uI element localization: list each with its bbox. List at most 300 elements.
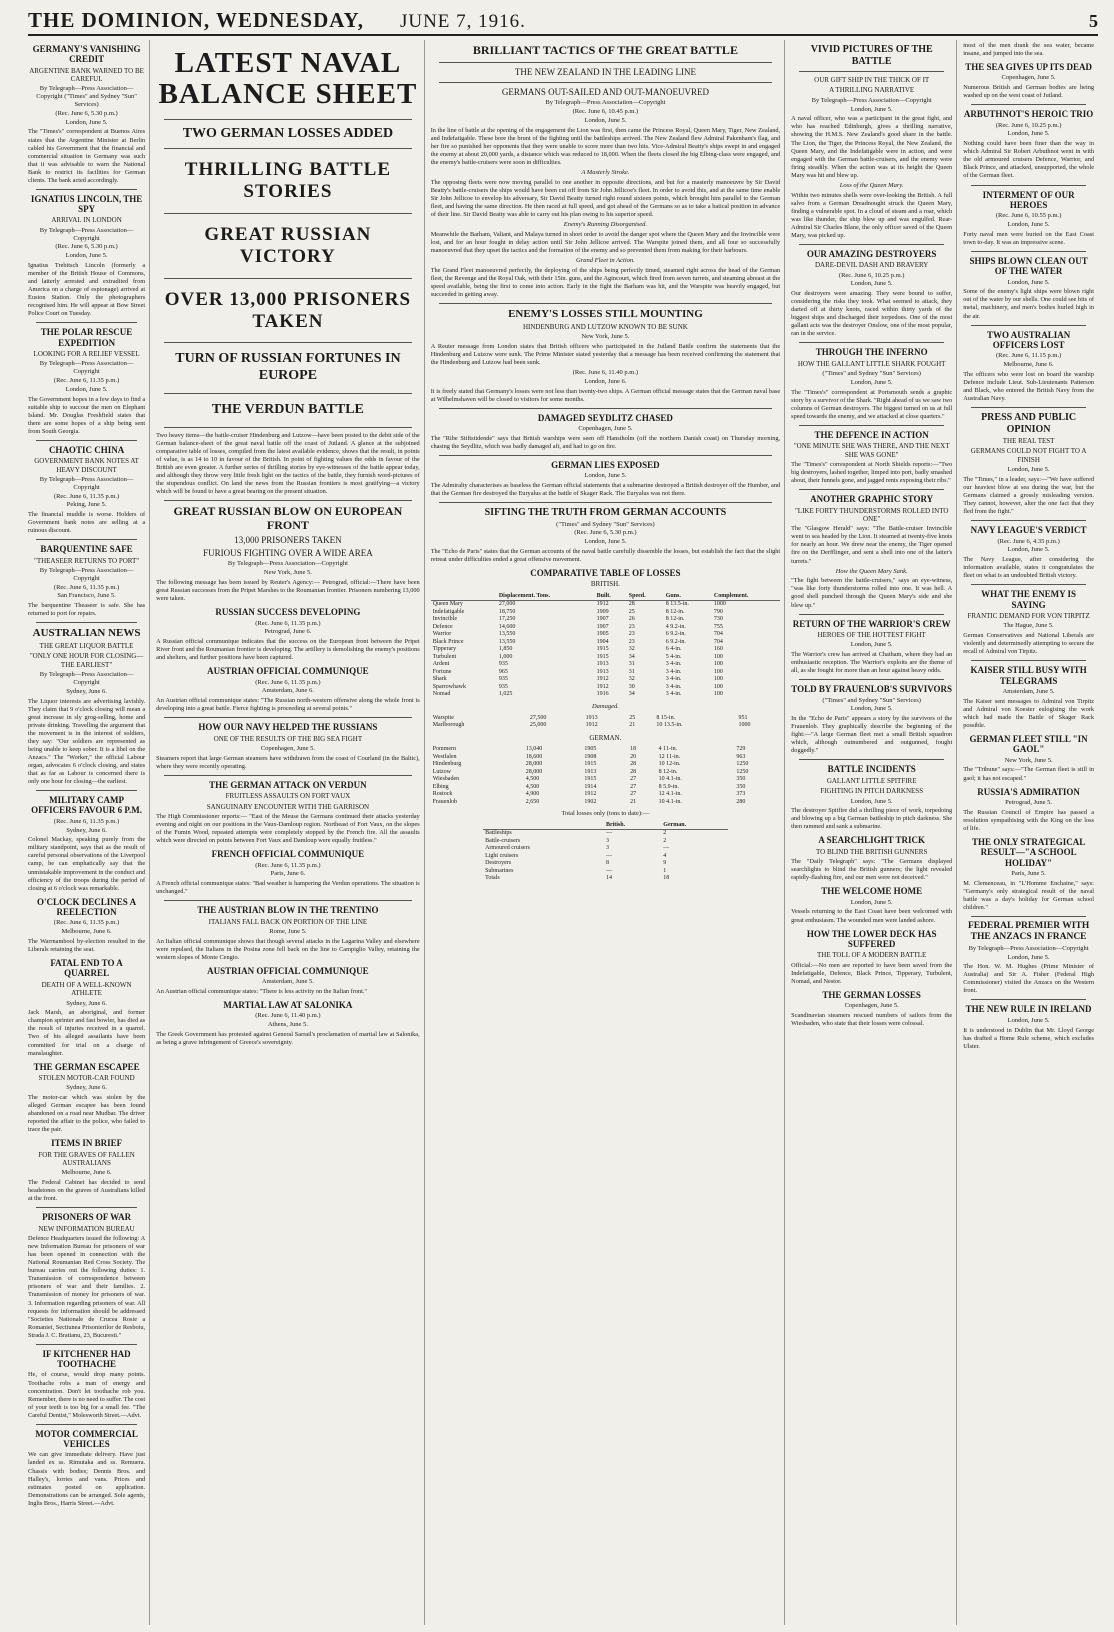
table-cell: Turbulent <box>432 653 457 660</box>
divider <box>36 622 137 623</box>
table-cell: Warspite <box>432 714 454 721</box>
dateline: Amsterdam, June 5. <box>1002 688 1055 695</box>
received-time: (Rec. June 6, 11.35 p.m.) <box>53 377 120 385</box>
page-number: 5 <box>1089 11 1098 31</box>
advert-headline: IF KITCHENER HAD TOOTHACHE <box>42 1348 131 1370</box>
table-cell: 28 <box>628 601 635 608</box>
article-body: The destroyer Spitfire did a thrilling piece of work, torpedoing and blowing up a big German battleship in pitch darkness. She then rammed and sank a submarine. <box>791 807 953 831</box>
subhead: ITALIANS FALL BACK ON PORTION OF THE LINE <box>208 917 368 926</box>
table-cell: 28 <box>630 768 637 775</box>
dateline: Copenhagen, June 5. <box>578 424 633 432</box>
divider <box>164 393 412 394</box>
table-row <box>431 616 780 624</box>
dateline: Sydney, June 6. <box>66 999 107 1007</box>
headline: CHAOTIC CHINA <box>48 444 125 455</box>
table-cell: 3 4-in. <box>665 676 682 683</box>
table-header: Guns. <box>664 593 712 601</box>
table-cell: Marlborough <box>432 722 465 729</box>
table-header-row <box>483 822 728 830</box>
table-cell: 8 <box>605 860 609 867</box>
table-cell: 790 <box>713 608 723 615</box>
article-body: most of the men drank the sea water, became insane, and jumped into the sea. <box>963 42 1094 58</box>
article-body: Within two minutes shells were over-looking the British. A full salvo from a German Dreadnought struck the Queen Mary, finding a vulnerable spot. In a cloud of steam and a roar, which was like thunder, the ship blew up and was engulfed. Rear-Admiral Sir Charles Blane, the only officer saved of the Queen Mary, was picked up. <box>791 191 953 239</box>
section-headline: PRESS AND PUBLIC OPINION <box>981 412 1077 435</box>
article-body: The Government hopes in a few days to find a suitable ship to succour the men on Elephant Island. Mr. Douglas Freshfield states that there are some hopes of a ship being sent from South Georgia. <box>28 395 146 435</box>
headline: HOW THE LOWER DECK HAS SUFFERED <box>806 928 937 949</box>
headline: BRILLIANT TACTICS OF THE GREAT BATTLE <box>472 43 738 57</box>
subhead: GOVERNMENT BANK NOTES AT HEAVY DISCOUNT <box>34 457 139 474</box>
banner-deck: TURN OF RUSSIAN FORTUNES IN EUROPE <box>175 351 401 384</box>
headline: HOW OUR NAVY HELPED THE RUSSIANS <box>198 722 378 733</box>
column-4 <box>791 40 957 1625</box>
article-body: The following message has been issued by Reuter's Agency:— Petrograd, official:—There have been great Russian successes from the Pripet Marshes to the Roumanian frontier. Prisoners numbering 13,000 were taken. <box>156 579 420 603</box>
byline: By Telegraph—Press Association—Copyright <box>39 476 134 491</box>
table-cell: 1915 <box>596 653 609 660</box>
table-cell: 1913 <box>584 768 597 775</box>
table-section-damaged: Damaged. <box>591 702 619 710</box>
received-time: (Rec. June 6, 10.25 p.m.) <box>838 271 905 279</box>
dateline: Melbourne, June 6. <box>1003 361 1054 369</box>
byline: By Telegraph—Press Association—Copyright <box>39 671 134 686</box>
table-row <box>483 868 728 876</box>
article-body: Jack Marsh, an aboriginal, and former champion sprinter and fast bowler, has died as the result of injuries received in a quarrel. Two of his alleged assailants have been committed for trial on a charge of manslaughter. <box>28 1009 146 1057</box>
table-cell: Invincible <box>432 616 458 623</box>
table-cell: Pommern <box>432 746 457 752</box>
table-row <box>431 639 780 647</box>
table-cell: 28,000 <box>525 761 543 767</box>
table-cell: 4 9.2-in. <box>665 623 686 630</box>
headline: MILITARY CAMP OFFICERS FAVOUR 6 P.M. <box>31 795 143 816</box>
table-cell: 3 <box>605 845 609 852</box>
table-cell: 2 <box>663 830 667 837</box>
subhead: "THEASEER RETURNS TO PORT" <box>33 556 140 565</box>
dateline: Petrograd, June 5. <box>1005 798 1053 806</box>
dateline: Melbourne, June 6. <box>61 928 112 936</box>
table-cell: 4,900 <box>525 791 540 797</box>
table-cell: 25,000 <box>529 722 547 729</box>
table-cell: 14 <box>605 875 612 882</box>
table-cell: 27 <box>630 791 637 797</box>
table-row <box>431 631 780 639</box>
table-cell: — <box>605 830 612 837</box>
headline: TWO AUSTRALIAN OFFICERS LOST <box>986 329 1071 350</box>
table-cell: 1913 <box>596 668 609 675</box>
dateline: London, June 5. <box>850 280 893 288</box>
table-cell: 6 9.2-in. <box>665 638 686 645</box>
article-body: The "Daily Telegraph" says: "The Germans displayed searchlights to blind the British gunners; the light revealed rapidly-flashing fire, and our men were not deceived." <box>791 858 953 882</box>
headline: THE DEFENCE IN ACTION <box>814 429 929 440</box>
table-header <box>431 593 497 601</box>
article-body: The "Glasgow Herald" says: "The Battle-cruiser Invincible went to sea headed by the Lion. It steamed at twenty-five knots for nearly an hour. We drew near the enemy, the Tiger opened fire on the Derfflinger, and sent a shell into one of the latter's turrets." <box>791 525 953 565</box>
table-cell: 1250 <box>736 761 749 767</box>
issue-date: JUNE 7, 1916. <box>399 11 526 32</box>
byline: By Telegraph—Press Association—Copyright <box>39 226 134 242</box>
banner-deck: THE VERDUN BATTLE <box>211 402 364 418</box>
article-body: The opposing fleets were now moving parallel to one another in opposite directions, and but for a masterly manoeuvre by Sir David Beatty's battle-cruisers the ships would have been cut off from Sir John Jellicoe's fleet. In order to avoid this, and at the same time enable Sir John Jellicoe to envelop his adversary, Sir David Beatty turned right round sixteen points, which brought him parallel to the German fleet, and having the same direction. He then raced at full speed, and got ahead of the Germans so as to take a batical position in advance of their line. Sir David Beatty was able to carry out his plan owing to his superior speed. <box>430 178 781 218</box>
article-body: The Liquor interests are advertising lavishly. They claim that 9 o'clock closing will mean a great increase in sly grog-selling, home and private drinking. Travelling the argument that the movement is in the interest of soldiers, they say: "Our soldiers are represented as being unable to keep sober. It is a libel on the Anzacs." The "Worker," the official Labour organ, advocates 6 o'clock closing, and states that as far as Labour is concerned there is only one hour for closing—the earliest. <box>28 697 146 786</box>
article-body: It is understood in Dublin that Mr. Lloyd George has drafted a Home Rule scheme, which excludes Ulster. <box>963 1026 1094 1050</box>
table-cell: 8 12-in. <box>658 768 678 775</box>
divider <box>799 614 944 615</box>
divider <box>439 502 772 503</box>
divider <box>36 322 137 323</box>
table-cell: 34 <box>628 653 635 660</box>
article-body: The barquentine Theaseer is safe. She has returned to port for repairs. <box>28 602 146 618</box>
table-cell: Sparrowhawk <box>432 683 467 690</box>
table-header-row <box>431 593 780 601</box>
table-cell: 1913 <box>596 661 609 668</box>
received-time: (Rec. June 6, 10.45 p.m.) <box>572 108 639 116</box>
received-time: (Rec. June 6, 11.35 p.m.) <box>255 861 321 869</box>
losses-summary-table <box>483 822 728 883</box>
divider <box>164 119 412 120</box>
article-body: The Hon. W. M. Hughes (Prime Minister of Australia) and Sir A. Fisher (Federal High Commissioner) visited the Anzacs on the Western front. <box>963 963 1094 995</box>
article-body: The Kaiser sent messages to Admiral von Tirpitz and Admiral von Koester eulogising the work which had made the Battle of Skager Rack possible. <box>963 697 1094 729</box>
table-cell: 100 <box>713 668 723 675</box>
headline: ARBUTHNOT'S HEROIC TRIO <box>963 109 1094 120</box>
banner-deck: THRILLING BATTLE STORIES <box>184 159 392 203</box>
headline: THE GERMAN LOSSES <box>822 989 921 1000</box>
table-cell: 1914 <box>584 783 597 790</box>
headline: FRENCH OFFICIAL COMMUNIQUE <box>211 849 365 860</box>
table-cell: 13,550 <box>498 638 516 645</box>
table-row <box>431 691 780 699</box>
table-row <box>483 853 728 861</box>
column-5 <box>963 40 1098 1625</box>
table-cell: 8 13.5-in. <box>665 601 689 608</box>
headline: THE WELCOME HOME <box>821 886 923 897</box>
table-cell: 1912 <box>596 676 609 683</box>
table-cell: 1907 <box>596 623 609 630</box>
subhead: GALLANT LITTLE SPITFIRE <box>826 776 917 785</box>
table-cell: 1250 <box>736 768 749 775</box>
table-cell: — <box>605 852 612 859</box>
table-cell: 5 4-in. <box>665 653 682 660</box>
subhead: "ONLY ONE HOUR FOR CLOSING—THE EARLIEST" <box>29 652 144 669</box>
article-body: The "Ribe Stiftstidende" says that British warships were seen off Hanstholm (off the northern Danish coast) on Thursday morning, chasing the Seydlitz, which was badly damaged aft, and had to go on fire. <box>430 434 781 450</box>
table-row <box>431 646 780 654</box>
article-body: The Greek Government has protested against General Sarrail's proclamation of martial law at Salonika, as being a grave infringement of Greece's sovereignty. <box>156 1031 420 1047</box>
table-cell: Totals <box>485 875 500 882</box>
table-cell: 27 <box>630 776 637 782</box>
table-cell: 100 <box>713 691 723 698</box>
table-cell: 963 <box>736 753 746 760</box>
subhead: HINDENBURG AND LUTZOW KNOWN TO BE SUNK <box>522 322 688 331</box>
table-row <box>431 754 780 762</box>
headline: PRISONERS OF WAR <box>42 1212 132 1223</box>
table-cell: 34 <box>628 691 635 698</box>
table-cell: 755 <box>713 623 723 630</box>
article-body: In the line of battle at the opening of the engagement the Lion was first, then came the Princess Royal, Queen Mary, Tiger, New Zealand, and Indefatigable. These bore the brunt of the fighting until the battleships arrived. The New Zealand flew Admiral Pakenham's flag, and her fire so punished her opponents that they were unable to score more than two hits. Vice-Admiral Beatty's ships swept in and engaged the enemy at about 20,000 yards, a distance which was reduced to 18,000. When the fleets closed the big Elbing-class were engaged, and the enemy's battle-cruisers were soon in difficulties. <box>430 126 781 166</box>
received-time: (Rec. June 6, 11.35 p.m.) <box>53 492 120 500</box>
table-cell: 18,750 <box>498 608 516 615</box>
headline: RUSSIAN SUCCESS DEVELOPING <box>215 607 361 618</box>
table-cell: 1916 <box>596 691 609 698</box>
headline: SIFTING THE TRUTH FROM GERMAN ACCOUNTS <box>484 507 727 519</box>
dateline: London, June 5. <box>850 641 893 649</box>
table-cell: Ardent <box>432 661 450 668</box>
article-body: The "Times," in a leader, says:—"We have suffered our heaviest blow at sea during the war, but the Germans claimed a grossly misleading version. They cannot, however, alter the one fact that they fled from the fight." <box>963 475 1094 516</box>
article-body: Nothing could have been finer than the way in which Admiral Sir Robert Arbuthnot went in with the old armoured cruisers Defence, Warrior, and Black Prince, and attacked, unsupported, the whole of the German fleet. <box>963 140 1094 180</box>
subhead: TO BLIND THE BRITISH GUNNERS <box>815 847 928 856</box>
table-cell: 1000 <box>713 601 726 608</box>
table-cell: 160 <box>713 646 723 653</box>
article-body: Forty naval men were buried on the East Coast town to-day. It was an impressive scene. <box>963 230 1094 246</box>
dateline: Sydney, June 6. <box>66 687 107 695</box>
divider <box>439 408 772 409</box>
article-body: The "Times's" correspondent at Portsmouth sends a graphic story by a survivor of the Shark. "Right ahead of us we saw two columns of German destroyers. The biggest turned on us at full speed towards the enemy, and we attacked at close quarters." <box>791 388 953 420</box>
summary-label: Total losses only (tons to date):— <box>561 810 650 817</box>
table-cell: Elbing <box>432 783 449 790</box>
article-body: The Admiralty characterises as baseless the German official statements that a submarine destroyed a British destroyer off the Humber, and that the German fire destroyed the Euryalus at the battle of Skager Rack. The Euryalus was not there. <box>430 482 781 498</box>
table-cell: 1912 <box>585 722 598 729</box>
table-cell: 21 <box>629 722 636 729</box>
table-cell: Queen Mary <box>432 601 463 608</box>
dateline: Sydney, June 6. <box>66 826 107 834</box>
divider <box>164 775 412 776</box>
table-row <box>431 722 780 730</box>
byline: ("Times" and Sydney "Sun" Services) <box>822 370 921 378</box>
table-cell: 10 13.5-in. <box>656 722 683 729</box>
table-cell: Battle-cruisers <box>485 837 521 844</box>
table-cell: 350 <box>736 783 746 790</box>
table-header <box>483 822 604 830</box>
divider <box>799 425 944 426</box>
received-time: (Rec. June 6, 5.30 p.m.) <box>55 243 118 251</box>
headline: GERMAN FLEET STILL "IN GAOL" <box>969 733 1088 755</box>
divider <box>36 790 137 791</box>
divider <box>164 500 412 501</box>
divider <box>799 71 944 72</box>
banner-deck: TWO GERMAN LOSSES ADDED <box>182 125 394 141</box>
table-header: Speed. <box>627 593 664 601</box>
subhead: OUR GIFT SHIP IN THE THICK OF IT <box>814 76 930 84</box>
table-cell: 1,850 <box>498 646 513 653</box>
table-cell: 729 <box>736 746 746 752</box>
received-time: (Rec. June 6, 11.35 p.m.) <box>53 919 120 927</box>
article-body: The "Times's" correspondent at Buenos Aires states that the Argentine Minister at Berlin cabled his Government that the financial and commercial situation in Germany was such that it was advisable to warn the National Bank to restrict its facilities for German clients. The bank acted accordingly. <box>28 128 146 184</box>
table-cell: 1912 <box>596 601 609 608</box>
headline: MARTIAL LAW AT SALONIKA <box>223 1000 353 1011</box>
table-cell: 27,000 <box>498 601 516 608</box>
headline: DAMAGED SEYDLITZ CHASED <box>537 412 673 423</box>
advert-body: He, of course, would drop many points. Toothache robs a man of energy and concentration. Don't let toothache rob you. Remember, there is no need to suffer. The cost of your teeth is too big for a small fee. "The Careful Dentist," Molesworth Street.—Advt. <box>28 1371 146 1419</box>
table-cell: 18 <box>663 875 670 882</box>
table-cell: Lutzow <box>432 768 452 775</box>
table-cell: 6 9.2-in. <box>665 631 686 638</box>
table-cell: 8 15-in. <box>656 714 676 721</box>
headline: ITEMS IN BRIEF <box>51 1138 123 1149</box>
headline: BARQUENTINE SAFE <box>40 544 133 555</box>
headline: AUSTRIAN OFFICIAL COMMUNIQUE <box>207 666 369 677</box>
article-body: Ignatius Trebitsch Lincoln (formerly a member of the British House of Commons, and latterly arrested and extradited from America on a charge of espionage) arrived at Euston Station. Only the photographers recognised him. He will appear at Bow Street Police Court on Tuesday. <box>28 262 146 318</box>
table-cell: Destroyers <box>485 860 512 867</box>
table-cell: 13,550 <box>498 631 516 638</box>
table-cell: Submarines <box>485 867 514 874</box>
table-row <box>483 830 728 838</box>
table-cell: 1905 <box>584 746 597 752</box>
headline: ANOTHER GRAPHIC STORY <box>810 494 934 505</box>
losses-table-damaged <box>431 715 780 730</box>
crosshead: A Masterly Stroke. <box>581 169 630 177</box>
subhead: A THRILLING NARRATIVE <box>829 86 915 95</box>
table-cell: — <box>663 845 670 852</box>
divider <box>164 278 412 279</box>
byline: ("Times" and Sydney "Sun" Services) <box>556 520 655 528</box>
table-cell: Indefatigable <box>432 608 465 615</box>
table-cell: 27 <box>630 783 637 790</box>
table-header: German. <box>661 822 727 830</box>
table-cell: 1915 <box>584 761 597 767</box>
table-cell: 1908 <box>584 753 597 760</box>
divider <box>36 539 137 540</box>
losses-table-british <box>431 593 780 699</box>
table-cell: 1,000 <box>498 653 513 660</box>
dateline: London, June 5. <box>584 538 627 546</box>
headline: THE POLAR RESCUE EXPEDITION <box>40 327 133 348</box>
byline: By Telegraph—Press Association—Copyright ("Times" and Sydney "Sun" Services) <box>36 85 137 109</box>
received-time: (Rec. June 6, 5.30 p.m.) <box>55 109 118 117</box>
table-row <box>431 746 780 754</box>
table-cell: 32 <box>628 646 635 653</box>
table-row <box>483 860 728 868</box>
byline: By Telegraph—Press Association—Copyright <box>227 560 348 568</box>
subhead: HOW THE GALLANT LITTLE SHARK FOUGHT <box>797 359 946 368</box>
article-body: Colonel Mackay, speaking purely from the military standpoint, says that as the result of careful personal observations of the Liverpool camp, he can emphatically say that the unmistakable improvement in the conduct and efficiency of the troops during the period of closing at 6 o'clock was remarkable. <box>28 836 146 892</box>
headline: FATAL END TO A QUARREL <box>50 958 123 979</box>
table-cell: 25 <box>629 714 636 721</box>
headline: SHIPS BLOWN CLEAN OUT OF THE WATER <box>969 255 1088 277</box>
table-cell: 25 <box>628 608 635 615</box>
crosshead: Loss of the Queen Mary. <box>839 181 904 189</box>
crosshead: Grand Fleet in Action. <box>576 256 635 264</box>
banner-deck: GREAT RUSSIAN VICTORY <box>204 224 372 267</box>
table-cell: 17,250 <box>498 616 516 623</box>
table-cell: 1909 <box>596 608 609 615</box>
article-body: The Federal Cabinet has decided to send headstones on the graves of Australians killed at the front. <box>28 1179 146 1203</box>
received-time: (Rec. June 6, 11.35 p.m.) <box>53 583 120 591</box>
section-headline: AUSTRALIAN NEWS <box>32 627 141 640</box>
byline: ("Times" and Sydney "Sun" Services) <box>822 696 921 704</box>
headline: RETURN OF THE WARRIOR'S CREW <box>792 618 951 629</box>
divider <box>799 679 944 680</box>
subhead: FURIOUS FIGHTING OVER A WIDE AREA <box>203 547 373 558</box>
dateline: New York, June 5. <box>1004 756 1053 764</box>
dateline: London, June 5. <box>850 797 893 805</box>
dateline: London, June 5. <box>850 378 893 386</box>
dateline: Amsterdam, June 5. <box>261 978 314 986</box>
headline: NAVY LEAGUE'S VERDICT <box>970 525 1087 536</box>
subhead: FOR THE GRAVES OF FALLEN AUSTRALIANS <box>38 1150 135 1168</box>
headline: O'CLOCK DECLINES A REELECTION <box>37 896 137 918</box>
table-cell: 4,500 <box>525 783 540 790</box>
divider <box>439 82 772 83</box>
headline: ENEMY'S LOSSES STILL MOUNTING <box>508 307 703 320</box>
table-row <box>431 684 780 692</box>
table-row <box>431 799 780 807</box>
table-cell: Frauenlob <box>432 798 458 805</box>
divider <box>971 185 1086 186</box>
headline: VIVID PICTURES OF THE BATTLE <box>810 44 933 67</box>
subhead: LOOKING FOR A RELIEF VESSEL <box>33 350 140 359</box>
dateline: London, June 5. <box>1007 466 1050 474</box>
divider <box>164 427 412 428</box>
byline: By Telegraph—Press Association—Copyright <box>545 99 666 107</box>
received-time: (Rec. June 6, 11.35 p.m.) <box>255 619 321 627</box>
byline: By Telegraph—Press Association—Copyright <box>39 360 134 376</box>
headline: GERMAN LIES EXPOSED <box>551 459 660 470</box>
divider <box>36 1424 137 1425</box>
received-time: (Rec. June 6, 4.35 p.m.) <box>997 537 1060 545</box>
article-body: Some of the enemy's light ships were blown right out of the water by our shells. One could see bits of metal, machinery, and men's bodies hurled high in the air. <box>963 288 1094 320</box>
table-cell: 9 <box>663 860 667 867</box>
subhead: DEATH OF A WELL-KNOWN ATHLETE <box>41 980 132 998</box>
table-cell: 28 <box>630 761 637 767</box>
table-row <box>431 609 780 617</box>
table-cell: 14,600 <box>498 623 516 630</box>
table-cell: Hindenburg <box>432 761 462 767</box>
table-cell: 1000 <box>738 722 751 729</box>
table-cell: 1905 <box>596 631 609 638</box>
advert-headline: MOTOR COMMERCIAL VEHICLES <box>35 1428 138 1450</box>
dateline: London, June 5. <box>850 105 893 113</box>
article-body: The Navy League, after considering the information available, states it congratulates the fleet on what is an undoubted British victory. <box>963 556 1094 580</box>
table-cell: 30 <box>628 683 635 690</box>
headline: TOLD BY FRAUENLOB'S SURVIVORS <box>791 684 953 695</box>
table-cell: 1912 <box>584 791 597 797</box>
subhead: 13,000 PRISONERS TAKEN <box>234 534 342 545</box>
subhead: "LIKE FORTY THUNDERSTORMS ROLLED INTO ONE" <box>794 506 949 523</box>
table-cell: 27,500 <box>529 714 547 721</box>
table-header: Built. <box>595 593 627 601</box>
table-cell: 100 <box>713 683 723 690</box>
divider <box>439 62 772 63</box>
headline: FEDERAL PREMIER WITH THE ANZACS IN FRANCE <box>967 920 1090 942</box>
table-section-british: BRITISH. <box>590 580 620 589</box>
advert-body: We can give immediate delivery. Have just landed ex ss. Rimutaka and ss. Remuera. Chassis with bodies; Dennis Bros. and Halley's, lorries and vans. Prices and estimates posted on application. Demonstrations can be arranged. Sole agents, Inglis Bros., Harris Street.—Advt. <box>28 1451 146 1507</box>
dateline: London, June 5. <box>65 252 108 260</box>
table-cell: 26 <box>628 616 635 623</box>
table-section-german: GERMAN. <box>589 733 622 742</box>
divider <box>971 251 1086 252</box>
table-cell: 12 11-in. <box>658 753 681 760</box>
table-cell: — <box>605 867 612 874</box>
article-body: The "Times's" correspondent at North Shields reports:—"Two big destroyers, lashed together, limped into port, badly smashed about, their funnels gone, and jagged rents exposing their ribs." <box>791 461 953 485</box>
table-cell: 4,500 <box>525 776 540 782</box>
table-row <box>431 624 780 632</box>
dateline: London, June 5. <box>65 385 108 393</box>
divider <box>971 325 1086 326</box>
byline: By Telegraph—Press Association—Copyright <box>39 567 134 582</box>
received-time: (Rec. June 6, 10.55 p.m.) <box>995 212 1062 220</box>
received-time: (Rec. June 6, 11.15 p.m.) <box>995 352 1062 360</box>
table-cell: 8 12-in. <box>665 608 685 615</box>
dateline: London, June 5. <box>850 705 893 713</box>
subhead: GERMANS COULD NOT FIGHT TO A FINISH <box>970 447 1087 464</box>
subhead: ONE OF THE RESULTS OF THE BIG SEA FIGHT <box>213 734 363 743</box>
divider <box>36 1207 137 1208</box>
table-row <box>431 661 780 669</box>
table-row <box>431 776 780 784</box>
dateline: San Francisco, June 5. <box>57 592 116 600</box>
article-body: German Conservatives and National Liberals are violently and determinedly attempting to secure the recall of Admiral von Tirpitz. <box>963 632 1094 656</box>
dateline: London, June 5. <box>850 898 893 906</box>
table-cell: 1913 <box>585 714 598 721</box>
divider <box>164 717 412 718</box>
subhead: DARE-DEVIL DASH AND BRAVERY <box>814 261 929 270</box>
table-cell: Westfalen <box>432 753 457 760</box>
subhead: ARGENTINE BANK WARNED TO BE CAREFUL <box>29 66 144 84</box>
